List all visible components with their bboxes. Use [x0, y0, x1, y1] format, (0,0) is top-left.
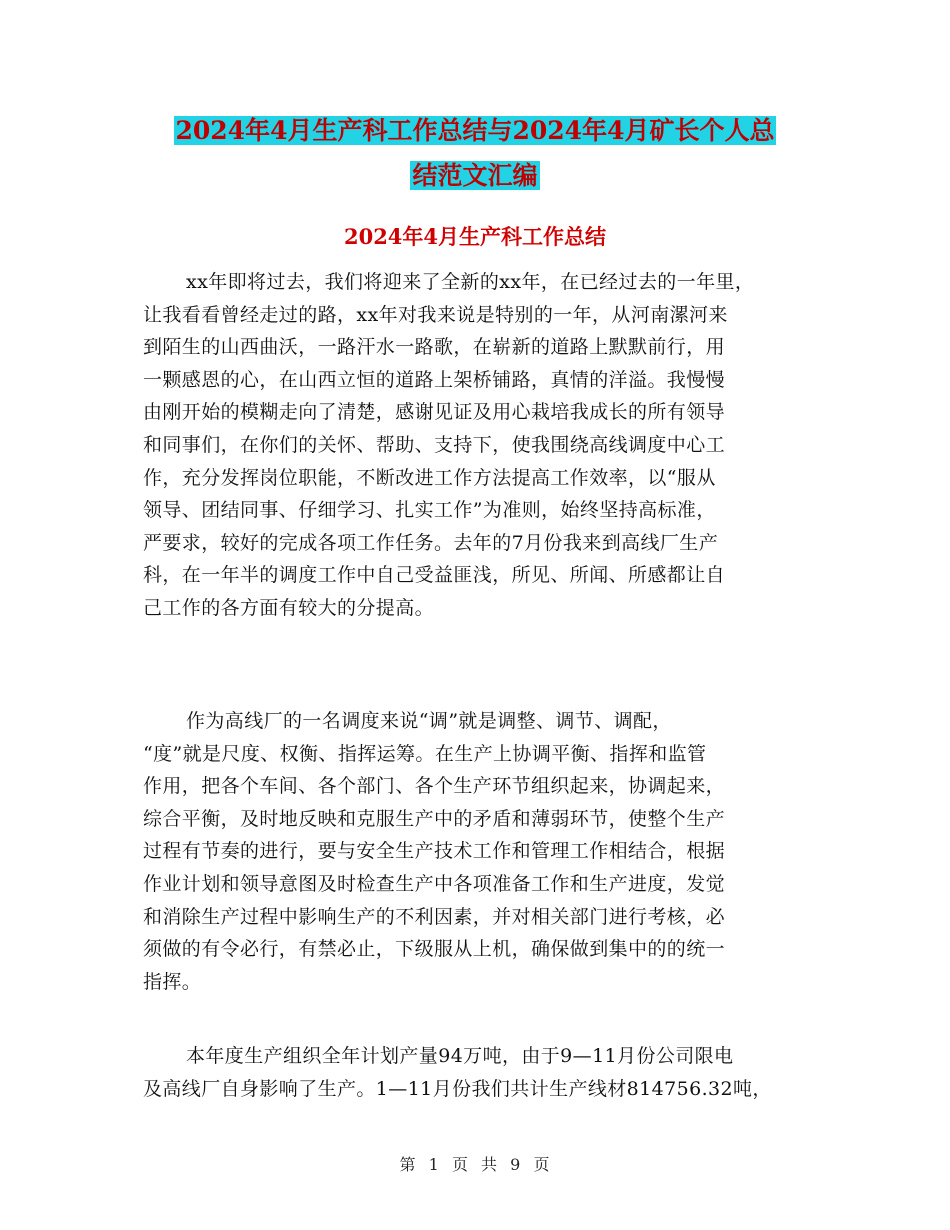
paragraph-2 — [143, 705, 823, 998]
paragraph-line: 作，充分发挥岗位职能，不断改进工作方法提高工作效率，以“服从 — [143, 466, 716, 489]
section-heading: 2024年4月生产科工作总结 — [343, 224, 607, 249]
footer-page-unit: 页 — [451, 1155, 469, 1174]
document-title-line-1 — [0, 111, 950, 151]
paragraph-line: 和消除生产过程中影响生产的不利因素，并对相关部门进行考核，必 — [143, 905, 726, 928]
paragraph-line: 及高线厂自身影响了生产。1—11月份我们共计生产线材814756.32吨， — [143, 1077, 772, 1100]
paragraph-line: 本年度生产组织全年计划产量94万吨，由于9—11月份公司限电 — [186, 1045, 734, 1067]
footer-total-unit: 页 — [533, 1155, 551, 1174]
paragraph-line: 作为高线厂的一名调度来说“调”就是调整、调节、调配， — [186, 710, 672, 732]
footer-total-pages: 9 — [510, 1155, 522, 1174]
paragraph-line: 一颗感恩的心，在山西立恒的道路上架桥铺路，真情的洋溢。我慢慢 — [143, 368, 726, 391]
paragraph-line: 综合平衡，及时地反映和克服生产中的矛盾和薄弱环节，使整个生产 — [143, 807, 726, 830]
document-title-line-2 — [0, 156, 950, 196]
paragraph-3 — [143, 1040, 823, 1105]
paragraph-line: 和同事们，在你们的关怀、帮助、支持下，使我围绕高线调度中心工 — [143, 433, 726, 456]
footer-total-prefix: 共 — [481, 1155, 499, 1174]
paragraph-line: 指挥。 — [143, 970, 202, 993]
paragraph-line: 作用，把各个车间、各个部门、各个生产环节组织起来，协调起来， — [143, 775, 726, 798]
paragraph-line: 己工作的各方面有较大的分提高。 — [143, 596, 435, 619]
paragraph-line: 科，在一年半的调度工作中自己受益匪浅，所见、所闻、所感都让自 — [143, 564, 726, 587]
paragraph-line: “度”就是尺度、权衡、指挥运筹。在生产上协调平衡、指挥和监管 — [143, 742, 707, 765]
paragraph-1 — [143, 266, 823, 625]
footer-prefix: 第 — [399, 1155, 417, 1174]
document-title-text-2: 结范文汇编 — [412, 161, 538, 190]
page-footer — [0, 1152, 950, 1175]
document-title-text-1: 2024年4月生产科工作总结与2024年4月矿长个人总 — [175, 116, 775, 145]
paragraph-line: 须做的有令必行，有禁必止，下级服从上机，确保做到集中的的统一 — [143, 938, 726, 961]
paragraph-line: 严要求，较好的完成各项工作任务。去年的7月份我来到高线厂生产 — [143, 531, 719, 554]
footer-current-page: 1 — [428, 1155, 440, 1174]
paragraph-line: 到陌生的山西曲沃，一路汗水一路歌，在崭新的道路上默默前行，用 — [143, 336, 726, 359]
paragraph-line: 让我看看曾经走过的路，xx年对我来说是特别的一年，从河南漯河来 — [143, 303, 728, 326]
paragraph-line: 领导、团结同事、仔细学习、扎实工作”为准则，始终坚持高标准， — [143, 499, 716, 522]
paragraph-line: xx年即将过去，我们将迎来了全新的xx年，在已经过去的一年里， — [186, 271, 755, 293]
paragraph-line: 过程有节奏的进行，要与安全生产技术工作和管理工作相结合，根据 — [143, 840, 726, 863]
paragraph-line: 由刚开始的模糊走向了清楚，感谢见证及用心栽培我成长的所有领导 — [143, 401, 726, 424]
paragraph-line: 作业计划和领导意图及时检查生产中各项准备工作和生产进度，发觉 — [143, 872, 726, 895]
